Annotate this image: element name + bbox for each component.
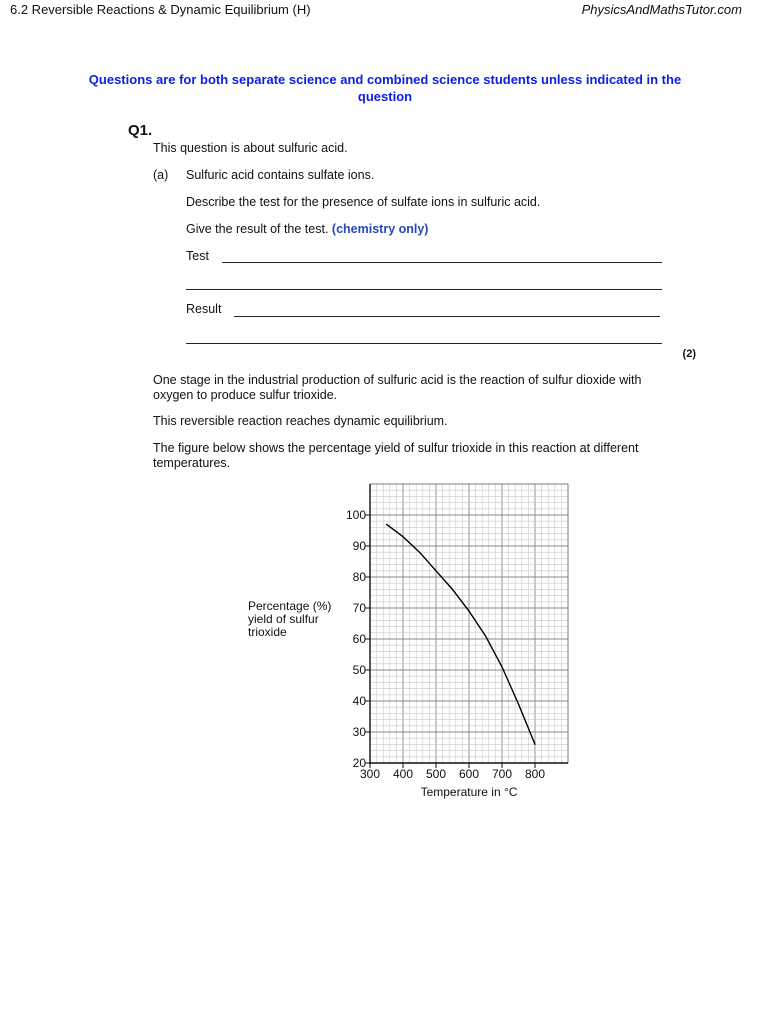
part-a-label: (a) (153, 168, 169, 182)
describe-instruction: Describe the test for the presence of sulfate ions in sulfuric acid. (186, 195, 541, 209)
paragraph-figure-intro: The figure below shows the percentage yield of sulfur trioxide in this reaction at different temperatures. (153, 441, 639, 470)
notice-banner: Questions are for both separate science and combined science students unless indicated in the question (88, 72, 682, 104)
chart-series (386, 524, 536, 745)
x-tick-label: 600 (458, 767, 480, 781)
x-tick-label: 700 (491, 767, 513, 781)
y-tick-label: 90 (352, 539, 366, 553)
x-tick-label: 400 (392, 767, 414, 781)
data-point (485, 635, 486, 636)
data-point (452, 589, 453, 590)
series-line (387, 524, 536, 744)
data-point (419, 552, 420, 553)
chart-grid (370, 484, 568, 763)
x-tick-label: 800 (524, 767, 546, 781)
data-point (501, 666, 502, 667)
y-tick-label: 20 (352, 756, 366, 770)
y-tick-label: 80 (352, 570, 366, 584)
y-tick-label: 50 (352, 663, 366, 677)
paragraph-industrial: One stage in the industrial production of sulfuric acid is the reaction of sulfur dioxide with oxygen to produce sulfur trioxide. (153, 373, 642, 402)
chemistry-only-note: (chemistry only) (331, 222, 429, 236)
marks-indicator: (2) (682, 348, 696, 360)
chart-x-axis-label: Temperature in °C (420, 785, 518, 799)
test-label: Test (186, 249, 209, 263)
chart-y-axis-label: Percentage (%) yield of sulfur trioxide (248, 599, 332, 639)
data-point (386, 524, 387, 525)
y-tick-label: 30 (352, 725, 366, 739)
part-a-text: Sulfuric acid contains sulfate ions. (186, 168, 375, 182)
data-point (435, 570, 436, 571)
chart-axes (369, 484, 568, 764)
question-number: Q1. (128, 122, 153, 139)
x-tick-label: 300 (359, 767, 381, 781)
y-tick-label: 60 (352, 632, 366, 646)
y-tick-label: 40 (352, 694, 366, 708)
result-label: Result (186, 302, 222, 316)
site-name: PhysicsAndMathsTutor.com (581, 2, 742, 17)
page-header-title: 6.2 Reversible Reactions & Dynamic Equilibrium (H) (10, 2, 311, 17)
data-point (402, 536, 403, 537)
data-point (534, 744, 535, 745)
data-point (518, 704, 519, 705)
question-intro: This question is about sulfuric acid. (153, 141, 348, 155)
give-result-text: Give the result of the test. (186, 222, 329, 236)
x-tick-label: 500 (425, 767, 447, 781)
y-tick-label: 100 (345, 508, 366, 522)
paragraph-equilibrium: This reversible reaction reaches dynamic equilibrium. (153, 414, 448, 428)
data-point (468, 611, 469, 612)
y-tick-label: 70 (352, 601, 366, 615)
